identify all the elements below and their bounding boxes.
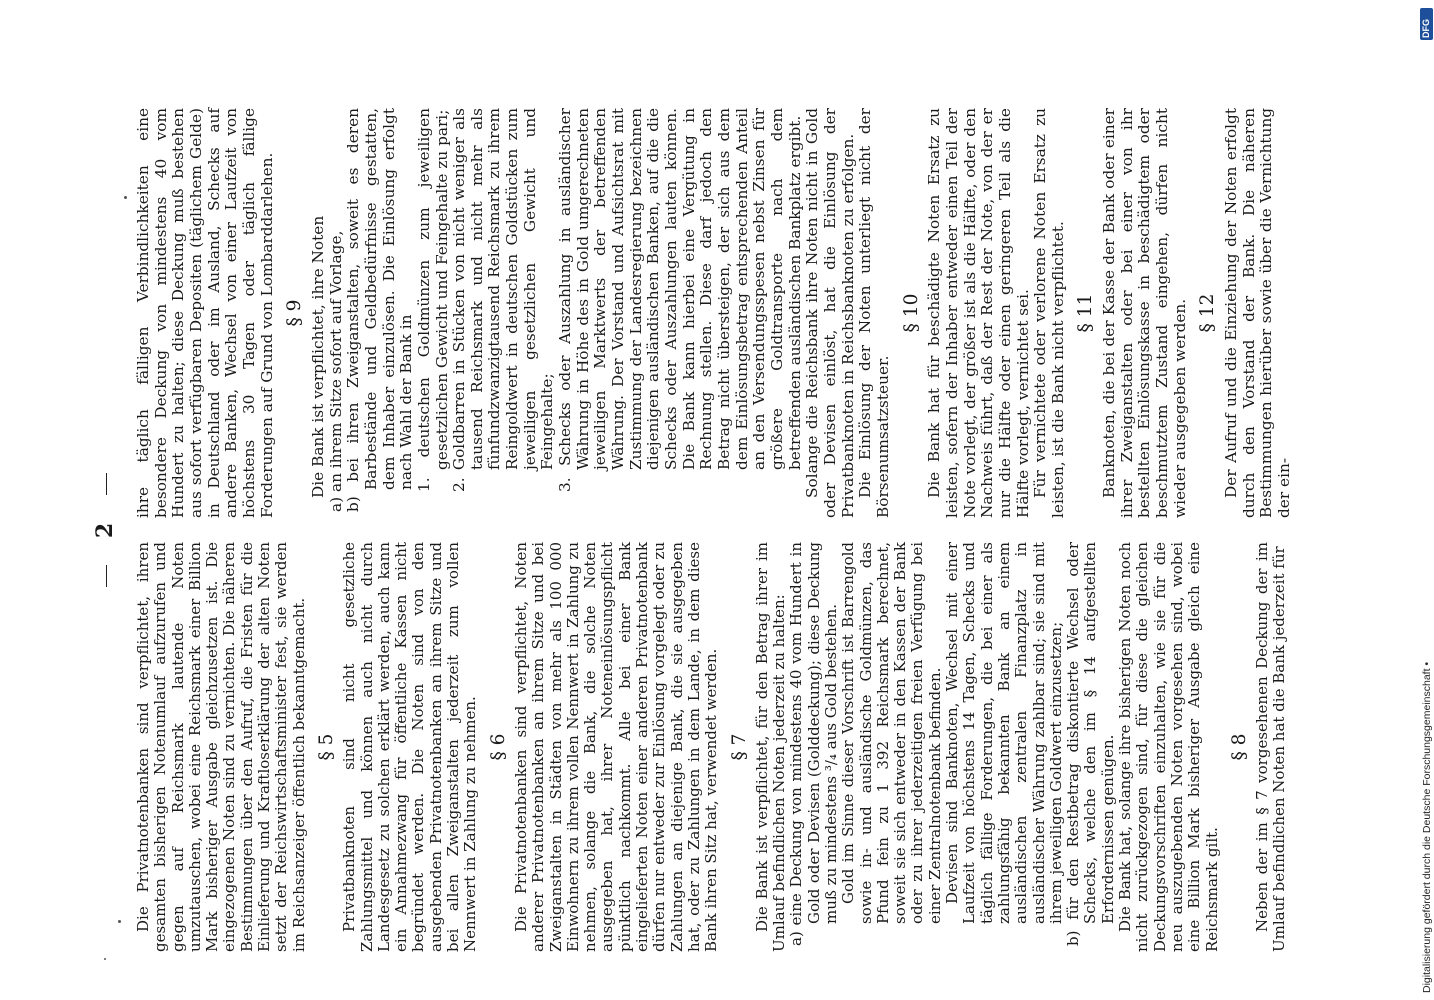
section-7-intro: Die Bank ist verpflichtet, für den Betrag ihrer im Umlauf befindlichen Noten jederzeit zu halten: <box>752 542 789 952</box>
section-9-item-b: b) bei ihren Zweiganstalten, soweit es deren Barbestände und Geldbedürfnisse gestatten, dem Inhaber einzulösen. Die Einlösung erfolgt nach Wahl der Bank in <box>344 108 416 512</box>
paragraph-exchange: Die Privatnotenbanken sind verpflichtet, ihren gesamten bisherigen Notenumlauf aufzurufen und gegen auf Reichsmark lautende Noten umzutauschen, wobei eine Reichsmark einer Billion Mark bisheriger Ausgabe gleichzusetzen ist. Die eingezogenen Noten sind zu vernichten. Die näheren Bestimmungen über den Aufruf, die Fristen für die Einlieferung und Kraftloserklärung der alten Noten setzt der Reichswirtschaftsminister fest, sie werden im Reichsanzeiger öffentlich bekanntgemacht. <box>134 542 308 952</box>
section-heading-12: § 12 <box>1197 293 1219 333</box>
section-8-text: Neben der im § 7 vorgesehenen Deckung der im Umlauf befindlichen Noten hat die Bank jederzeit für <box>1253 542 1289 952</box>
section-9-close: Solange die Reichsbank ihre Noten nicht in Gold oder Devisen einlöst, hat die Einlösung der Privatbanknoten in Reichsbanknoten zu erfolgen. <box>803 108 857 518</box>
page-header <box>92 90 125 970</box>
section-6-text: Die Privatnotenbanken sind verpflichtet, Noten anderer Privatnotenbanken an ihrem Sitze und bei Zweiganstalten in Städten von mehr als 100 000 Einwohnern zu ihrem vollen Nennwert in Zahlung zu nehmen, solange die Bank, die solche Noten ausgegeben hat, ihrer Noteneinlösungspflicht pünktlich nachkommt. Alle bei einer Bank eingelieferten Noten einer anderen Privatnotenbank dürfen nur entweder zur Einlösung vorgelegt oder zu Zahlungen an diejenige Bank, die sie ausgegeben hat, oder zu Zahlungen in dem Lande, in dem diese Bank ihren Sitz hat, verwendet werden. <box>511 542 721 952</box>
section-9-item-a: a) an ihrem Sitze sofort auf Vorlage, <box>326 230 345 512</box>
section-9-item-2: 2. Goldbarren in Stücken von nicht weniger als tausend Reichsmark und nicht mehr als fünfundzwanzigtausend Reichsmark zu ihrem Reingoldwert in deutschen Goldstücken zum jeweiligen gesetzlichen Gewicht und Feingehalte; <box>450 108 557 492</box>
section-10-text: Die Bank hat für beschädigte Noten Ersatz zu leisten, sofern der Inhaber entweder einen Teil der Note vorlegt, der größer ist als die Hälfte, oder den Nachweis führt, daß der Rest der Note, von der er nur die Hälfte oder einen geringeren Teil als die Hälfte vorlegt, vernichtet sei. <box>925 108 1032 518</box>
section-heading-6: § 6 <box>487 733 509 761</box>
left-column <box>135 542 1289 952</box>
section-11-text: Banknoten, die bei der Kasse der Bank oder einer ihrer Zweiganstalten oder bei einer von ihr bestellten Einlösungskasse in beschädigtem oder beschmutztem Zustand eingehen, dürfen nicht wieder ausgegeben werden. <box>1100 108 1189 518</box>
section-heading-10: § 10 <box>900 293 922 333</box>
section-9-intro: Die Bank ist verpflichtet, ihre Noten <box>308 215 327 498</box>
section-7-close: Die Bank hat, solange ihre bisherigen Noten noch nicht zurückgezogen sind, für diese die gleichen Deckungsvorschriften einzuhalten, wie sie für die neu auszugebenden Noten vorgesehen sind, wobei eine Billion Mark bisheriger Ausgabe gleich eine Reichsmark gilt. <box>1116 542 1221 952</box>
digitization-credit-text: Digitalisierung gefördert durch die Deutsche Forschungsgemeinschaft • <box>1421 661 1433 993</box>
section-10-lost: Für vernichtete oder verlorene Noten Ersatz zu leisten, ist die Bank nicht verpflichtet. <box>1031 108 1067 518</box>
section-9-item-3: 3. Schecks oder Auszahlung in ausländischer Währung in Höhe des in Gold umgerechneten jeweiligen Marktwerts der betreffenden Währung. Der Vorstand und Aufsichtsrat mit Zustimmung der Landesregierung bezeichnen diejenigen ausländischen Banken, auf die die Schecks oder Auszahlungen lauten können. Die Bank kann hierbei eine Vergütung in Rechnung stellen. Diese darf jedoch den Betrag nicht übersteigen, der sich aus dem dem Einlösungsbetrag entsprechenden Anteil an den Versendungsspesen nebst Zinsen für größere Goldtransporte nach dem betreffenden ausländischen Bankplatz ergibt. <box>556 108 804 492</box>
section-heading-5: § 5 <box>315 733 337 761</box>
section-9-item-1: 1. deutschen Goldmünzen zum jeweiligen gesetzlichen Gewicht und Feingehalte zu pari; <box>414 108 451 492</box>
section-heading-7: § 7 <box>728 733 750 761</box>
section-heading-11: § 11 <box>1075 293 1097 333</box>
section-7-item-a: a) eine Deckung von mindestens 40 vom Hundert in Gold oder Devisen (Golddeckung); diese Deckung muß zu mindestens ³/₄ aus Gold bestehen. <box>787 542 840 946</box>
scan-speck <box>124 196 127 199</box>
section-9-tax: Die Einlösung der Noten unterliegt nicht der Börsenumsatzsteuer. <box>856 108 892 518</box>
right-column <box>135 108 1294 518</box>
scan-speck <box>104 958 106 960</box>
section-heading-8: § 8 <box>1228 733 1250 761</box>
section-5-text: Privatbanknoten sind nicht gesetzliche Zahlungsmittel und können auch nicht durch Landesgesetz zu solchen erklärt werden, auch kann ein Annahmezwang für öffentliche Kassen nicht begründet werden. Die Noten sind von den ausgebenden Privatnotenbanken an ihrem Sitze und bei allen Zweiganstalten jederzeit zum vollen Nennwert in Zahlung zu nehmen. <box>340 542 480 952</box>
header-dash-left <box>106 565 107 587</box>
section-heading-9: § 9 <box>284 299 306 327</box>
section-7-devisen: Devisen sind Banknoten, Wechsel mit einer Laufzeit von höchstens 14 Tagen, Schecks und täglich fällige Forderungen, die bei einer als zahlungsfähig bekannten Bank an einem ausländischen zentralen Finanzplatz in ausländischer Währung zahlbar sind; sie sind mit ihrem jeweiligen Goldwert einzusetzen; <box>943 542 1065 924</box>
rotated-law-page <box>92 90 1315 970</box>
digitization-credit <box>1418 8 1434 993</box>
header-dash-right <box>106 473 107 495</box>
paragraph-continued: ihre täglich fälligen Verbindlichkeiten eine besondere Deckung von mindestens 40 vom Hundert zu halten; diese Deckung muß bestehen aus sofort verfügbaren Depositen (täglichem Gelde) in Deutschland oder im Ausland, Schecks auf andere Banken, Wechsel von einer Laufzeit von höchstens 30 Tagen oder täglich fällige Forderungen auf Grund von Lombarddarlehen. <box>134 108 276 518</box>
scan-speck <box>118 920 121 923</box>
dfg-logo-text: DFG <box>1421 19 1431 38</box>
dfg-logo <box>1420 8 1433 40</box>
page-number: 2 <box>92 521 118 539</box>
section-12-text: Der Aufruf und die Einziehung der Noten erfolgt durch den Vorstand der Bank. Die näheren Bestimmungen hierüber sowie über die Vernichtung der ein- <box>1222 108 1294 518</box>
section-7-gold: Gold im Sinne dieser Vorschrift ist Barrengold sowie in- und ausländische Goldmünzen, das Pfund fein zu 1 392 Reichsmark berechnet, soweit sie sich entweder in den Kassen der Bank oder zu ihrer jederzeitigen freien Verfügung bei einer Zentralnotenbank befinden. <box>839 542 944 924</box>
section-7-item-b: b) für den Restbetrag diskontierte Wechsel oder Schecks, welche den im § 14 aufgestellten Erfordernissen genügen. <box>1064 542 1117 946</box>
